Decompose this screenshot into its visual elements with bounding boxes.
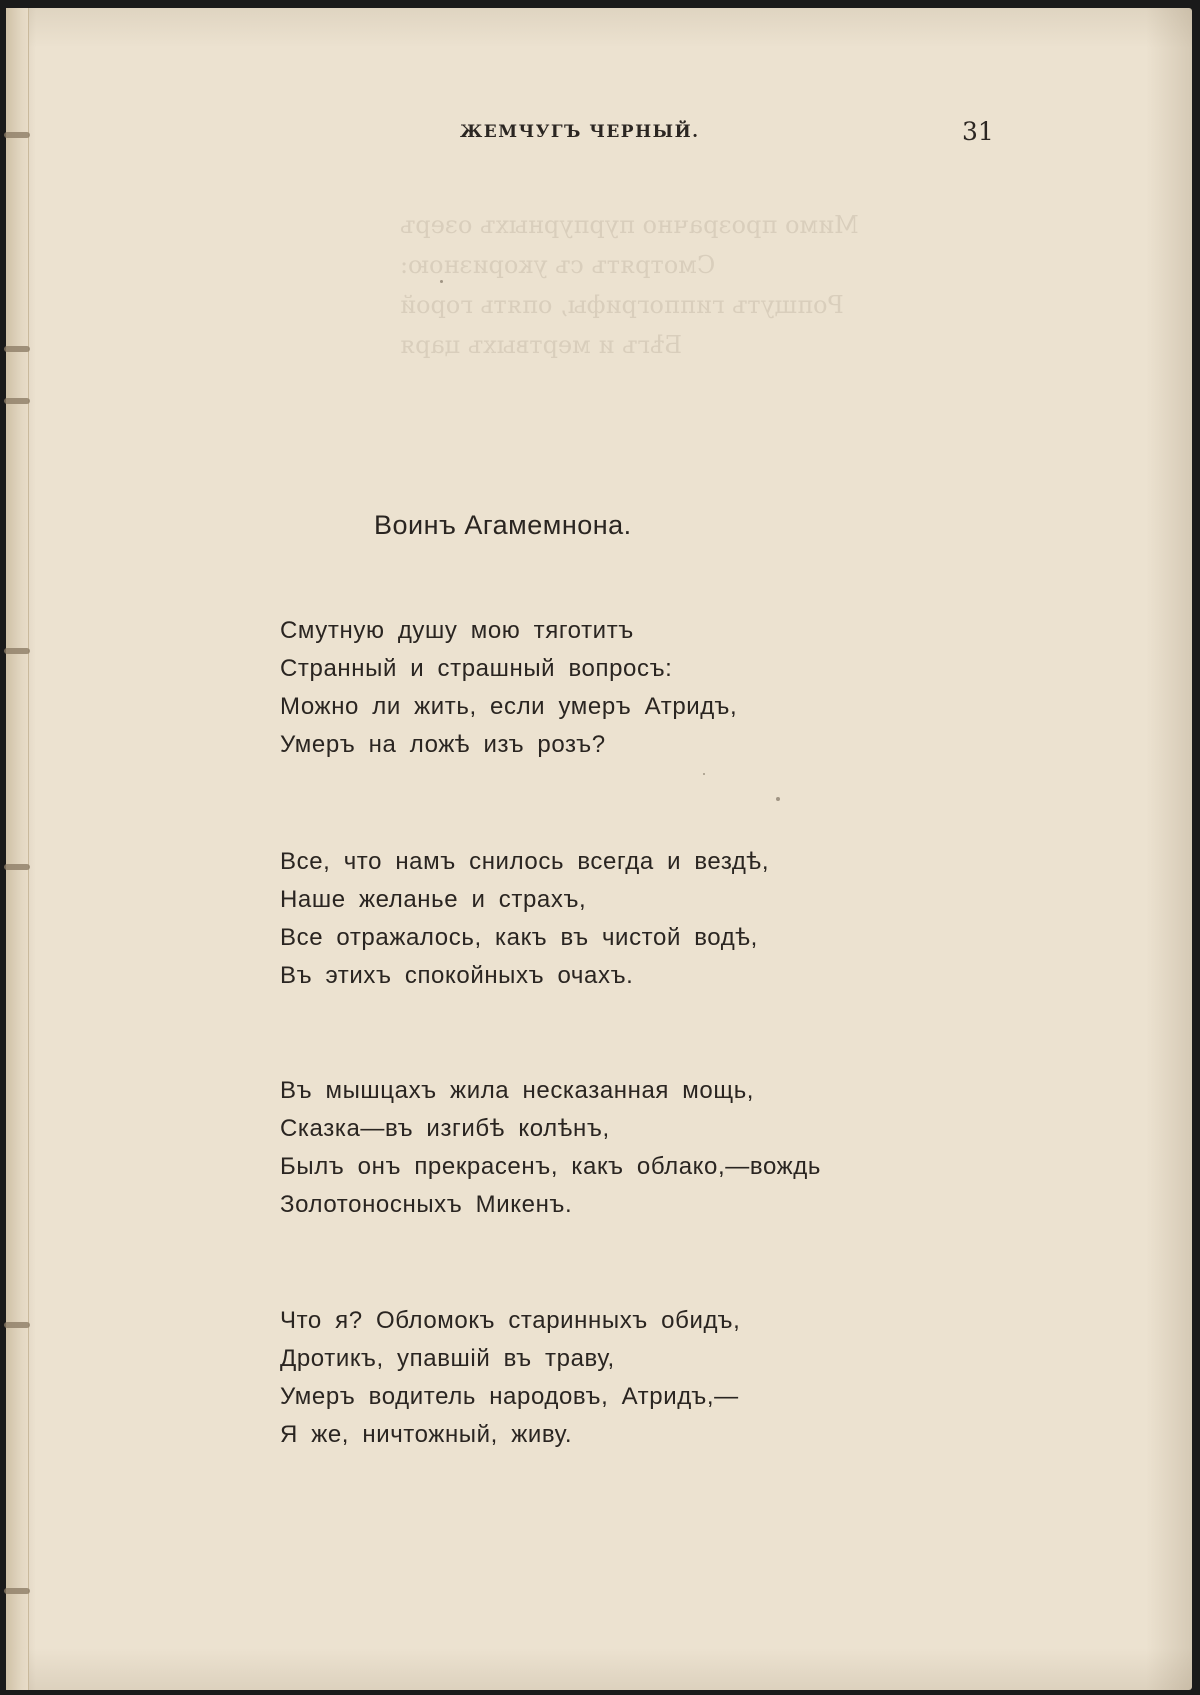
bleed-through-line: Мимо прозрачно пурпурныхъ озеръ — [400, 211, 859, 239]
binding-stitch — [4, 132, 30, 138]
verse-line: Странный и страшный вопросъ: — [280, 655, 673, 682]
paper-speck — [776, 797, 780, 801]
verse-line: Я же, ничтожный, живу. — [280, 1421, 573, 1448]
binding-stitch — [4, 864, 30, 870]
bleed-through-line: Смотрятъ съ укоризною: — [400, 251, 716, 279]
paper-speck — [440, 280, 443, 283]
verse-line: Смутную душу мою тяготитъ — [280, 617, 634, 644]
verse-line: Можно ли жить, если умеръ Атридъ, — [280, 693, 738, 720]
verse-line: Дротикъ, упавшій въ траву, — [280, 1345, 615, 1372]
paper-speck — [703, 773, 705, 775]
bleed-through-line: Бѣгъ и мертвыхъ царя — [400, 331, 683, 359]
verse-line: Былъ онъ прекрасенъ, какъ облако,—вождь — [280, 1153, 821, 1180]
binding-stitch — [4, 1588, 30, 1594]
verse-line: Въ этихъ спокойныхъ очахъ. — [280, 962, 634, 989]
bleed-through-text — [400, 205, 860, 365]
binding-stitch — [4, 648, 30, 654]
verse-line: Умеръ водитель народовъ, Атридъ,— — [280, 1383, 739, 1410]
poem-title: Воинъ Агамемнона. — [374, 510, 632, 540]
page-number: 31 — [962, 117, 994, 146]
page-spine — [6, 8, 29, 1690]
running-head: ЖЕМЧУГЪ ЧЕРНЫЙ. — [460, 122, 700, 142]
verse-line: Все отражалось, какъ въ чистой водѣ, — [280, 924, 758, 951]
verse-line: Все, что намъ снилось всегда и вездѣ, — [280, 848, 770, 875]
verse-line: Что я? Обломокъ старинныхъ обидъ, — [280, 1307, 741, 1334]
binding-stitch — [4, 1322, 30, 1328]
stanza — [280, 1072, 920, 1224]
stanza — [280, 1302, 920, 1454]
bleed-through-line: Ропщутъ гиппогрифы, опять горой — [400, 291, 844, 319]
verse-line: Золотоносныхъ Микенъ. — [280, 1191, 573, 1218]
stanza — [280, 612, 920, 764]
verse-line: Въ мышцахъ жила несказанная мощь, — [280, 1077, 755, 1104]
binding-stitch — [4, 398, 30, 404]
stanza — [280, 843, 920, 995]
binding-stitch — [4, 346, 30, 352]
verse-line: Умеръ на ложѣ изъ розъ? — [280, 731, 606, 758]
verse-line: Наше желанье и страхъ, — [280, 886, 587, 913]
verse-line: Сказка—въ изгибѣ колѣнъ, — [280, 1115, 610, 1142]
